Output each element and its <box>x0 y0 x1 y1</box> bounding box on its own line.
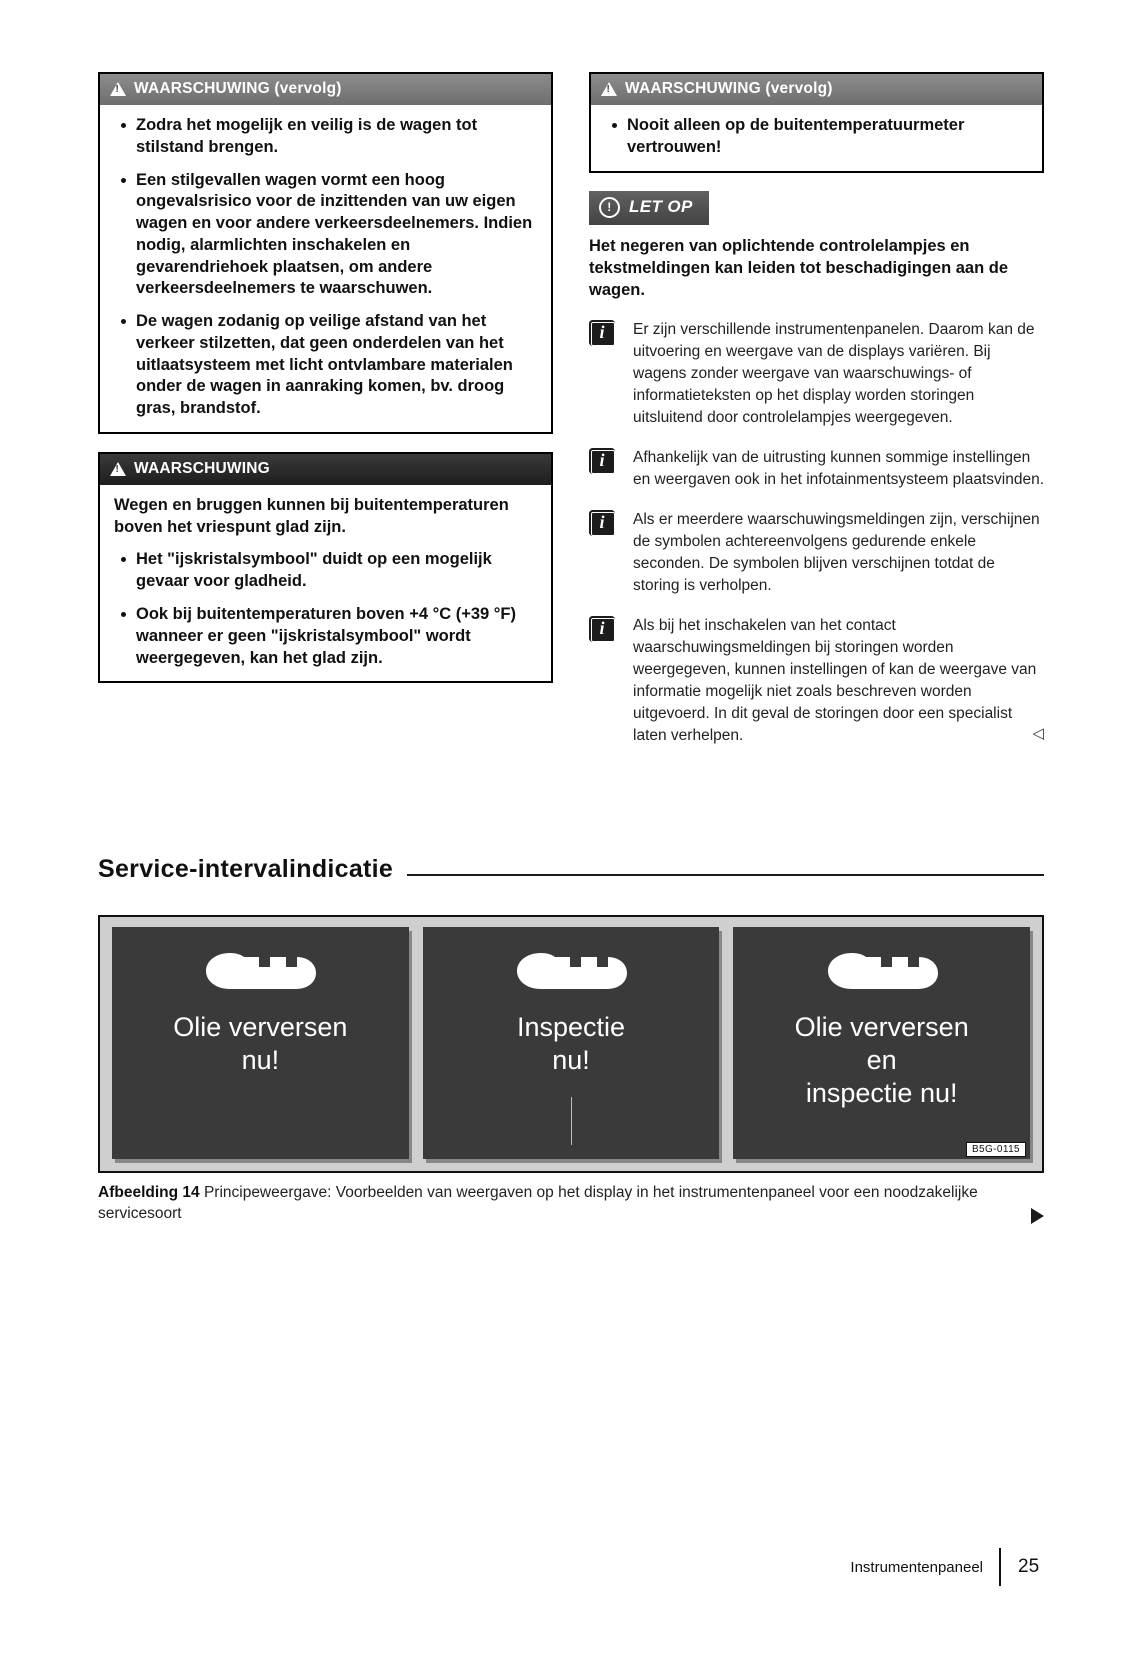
footer-chapter: Instrumentenpaneel <box>850 1558 983 1576</box>
wrench-icon <box>200 949 320 997</box>
warning-continued-header-label-right: WAARSCHUWING (vervolg) <box>625 80 833 97</box>
left-column <box>98 72 553 701</box>
warning-continued-body-right <box>591 105 1042 171</box>
warning-continued-header-left <box>100 74 551 105</box>
warning-triangle-icon <box>110 82 126 96</box>
warning-continued-header-label-left: WAARSCHUWING (vervolg) <box>134 80 342 97</box>
warning-box-left <box>98 452 553 683</box>
info-i-icon: i <box>589 448 615 474</box>
exclamation-circle-icon: ! <box>599 197 620 218</box>
two-column-body <box>98 72 1044 747</box>
info-paragraph-text: Als bij het inschakelen van het contact waarschuwingsmeldingen bij storingen worden weergegeven, kunnen instellingen of kan de weergave van informatie mogelijk niet zoals beschreven worden uitgevoerd. In dit geval de storingen door een specialist laten verhelpen. <box>633 616 1037 744</box>
warning-continued-box-left <box>98 72 553 434</box>
notice-body: Het negeren van oplichtende controlelampjes en tekstmeldingen kan leiden tot beschadigingen aan de wagen. <box>589 236 1009 299</box>
warning-continued-header-right <box>591 74 1042 105</box>
warning-intro: Wegen en bruggen kunnen bij buitentemperaturen boven het vriespunt glad zijn. <box>114 495 509 536</box>
info-i-icon: i <box>589 320 615 346</box>
section-rule <box>407 874 1044 876</box>
wrench-icon <box>511 949 631 997</box>
page-footer <box>850 1548 1044 1586</box>
section-title: Service-intervalindicatie <box>98 855 394 883</box>
warning-continued-box-right <box>589 72 1044 173</box>
warning-triangle-icon <box>110 462 126 476</box>
warning-bullet: Nooit alleen op de buitentemperatuurmeter vertrouwen! <box>605 115 1028 159</box>
info-paragraph-text: Afhankelijk van de uitrusting kunnen sommige instellingen en weergaven ook in het infotainmentsysteem plaatsvinden. <box>633 448 1044 488</box>
warning-bullet: Een stilgevallen wagen vormt een hoog ongevalsrisico voor de inzittenden van uw eigen wagen en voor andere verkeersdeelnemers. Indien nodig, alarmlichten inschakelen en gevarendriehoek plaatsen, om andere verkeersdeelnemers te waarschuwen. <box>114 170 537 301</box>
display-panel <box>112 927 409 1159</box>
figure-caption <box>98 1182 1044 1225</box>
panel-text: Inspectie nu! <box>516 1012 626 1075</box>
footer-page-number: 25 <box>1018 1556 1040 1577</box>
warning-bullet: Het "ijskristalsymbool" duidt op een mogelijk gevaar voor gladheid. <box>114 549 537 593</box>
figure-caption-label: Afbeelding 14 <box>98 1184 204 1201</box>
figure-frame <box>98 915 1044 1173</box>
section-end-marker: ◁ <box>1032 724 1044 742</box>
section-heading <box>98 855 1044 884</box>
text-cursor <box>571 1097 572 1145</box>
display-panel <box>733 927 1030 1159</box>
info-paragraph <box>589 319 1044 429</box>
display-panel <box>423 927 720 1159</box>
notice-header <box>589 191 709 225</box>
warning-header-left <box>100 454 551 485</box>
continue-arrow-icon <box>1031 1208 1044 1224</box>
info-paragraph-text: Er zijn verschillende instrumentenpanelen. Daarom kan de uitvoering en weergave van de displays variëren. Bij wagens zonder weergave van waarschuwings- of informatieteksten op het display worden storingen uitsluitend door controlelampjes weergegeven. <box>633 320 1035 426</box>
notice-header-label: LET OP <box>629 197 693 217</box>
warning-bullet: Zodra het mogelijk en veilig is de wagen tot stilstand brengen. <box>114 115 537 159</box>
warning-triangle-icon <box>601 82 617 96</box>
wrench-icon <box>822 949 942 997</box>
figure-code: B5G-0115 <box>966 1142 1026 1157</box>
panel-text: Olie verversen nu! <box>173 1012 348 1075</box>
right-column <box>589 72 1044 747</box>
warning-header-label-left: WAARSCHUWING <box>134 459 270 477</box>
info-paragraph <box>589 447 1044 491</box>
info-i-icon: i <box>589 616 615 642</box>
figure-14 <box>98 915 1044 1225</box>
warning-body-left <box>100 485 551 681</box>
figure-caption-text: Principeweergave: Voorbeelden van weergaven op het display in het instrumentenpaneel voor een noodzakelijke servicesoort <box>98 1184 978 1223</box>
warning-bullet: Ook bij buitentemperaturen boven +4 °C (+39 °F) wanneer er geen "ijskristalsymbool" wordt weergegeven, kan het glad zijn. <box>114 604 537 669</box>
info-paragraph <box>589 509 1044 597</box>
info-paragraph-text: Als er meerdere waarschuwingsmeldingen zijn, verschijnen de symbolen achtereenvolgens gedurende enkele seconden. De symbolen blijven verschijnen totdat de storing is verholpen. <box>633 510 1040 594</box>
warning-bullet: De wagen zodanig op veilige afstand van het verkeer stilzetten, dat geen onderdelen van het uitlaatsysteem met licht ontvlambare materialen onder de wagen in aanraking komen, bv. droog gras, brandstof. <box>114 311 537 420</box>
info-paragraph <box>589 615 1044 747</box>
warning-continued-body-left <box>100 105 551 432</box>
notice-block <box>589 191 1044 301</box>
panel-text: Olie verversen en inspectie nu! <box>794 1012 969 1108</box>
info-i-icon: i <box>589 510 615 536</box>
